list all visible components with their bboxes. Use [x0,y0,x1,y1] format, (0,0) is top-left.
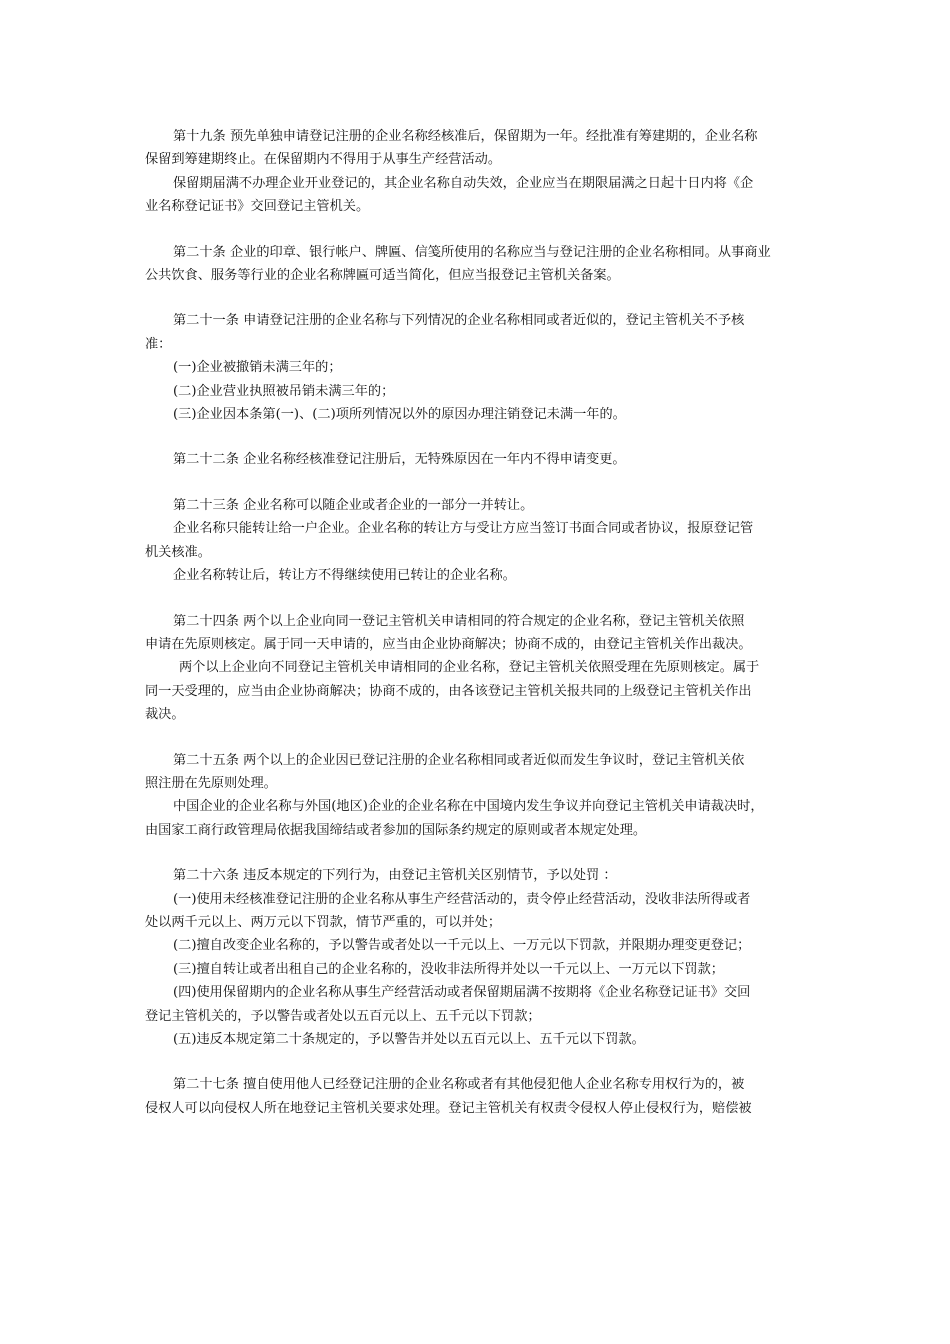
paragraph-line: 中国企业的企业名称与外国(地区)企业的企业名称在中国境内发生争议并向登记主管机关申请裁决时， [173,799,764,815]
article-section [145,494,815,588]
article-section [145,1073,815,1120]
paragraph-line: (三)擅自转让或者出租自己的企业名称的，没收非法所得并处以一千元以上、一万元以下罚款； [173,961,724,977]
article-section [145,448,815,471]
paragraph-line: 第二十三条 企业名称可以随企业或者企业的一部分一并转让。 [173,497,534,513]
paragraph-line: (二)擅自改变企业名称的，予以警告或者处以一千元以上、一万元以下罚款，并限期办理变更登记； [173,938,751,954]
paragraph-line: 侵权人可以向侵权人所在地登记主管机关要求处理。登记主管机关有权责令侵权人停止侵权行为，赔偿被 [145,1100,752,1116]
paragraph-line: (一)企业被撤销未满三年的； [173,360,342,376]
paragraph-line: 照注册在先原则处理。 [145,775,277,791]
paragraph-line: 第二十条 企业的印章、银行帐户、牌匾、信笺所使用的名称应当与登记注册的企业名称相同。从事商业 [173,244,771,260]
paragraph-line: 保留期届满不办理企业开业登记的，其企业名称自动失效，企业应当在期限届满之日起十日内将《企 [173,175,754,191]
paragraph-line: 申请在先原则核定。属于同一天申请的，应当由企业协商解决；协商不成的，由登记主管机关作出裁决。 [145,636,752,652]
paragraph-line: 准： [145,336,172,352]
paragraph-line: 第二十七条 擅自使用他人已经登记注册的企业名称或者有其他侵犯他人企业名称专用权行为的，被 [173,1077,745,1093]
paragraph-line: 登记主管机关的，予以警告或者处以五百元以上、五千元以下罚款； [145,1008,541,1024]
paragraph-line: 公共饮食、服务等行业的企业名称牌匾可适当简化，但应当报登记主管机关备案。 [145,268,620,284]
paragraph-line: 第二十六条 违反本规定的下列行为，由登记主管机关区别情节，予以处罚 ： [173,868,617,884]
article-section [145,125,815,219]
paragraph-line: 第二十五条 两个以上的企业因已登记注册的企业名称相同或者近似而发生争议时，登记主管机关依 [173,752,745,768]
paragraph-line: (二)企业营业执照被吊销未满三年的； [173,383,395,399]
document-body [145,125,815,1142]
paragraph-line: 同一天受理的，应当由企业协商解决；协商不成的，由各该登记主管机关报共同的上级登记主管机关作出 [145,683,752,699]
paragraph-line: (三)企业因本条第(一)、(二)项所列情况以外的原因办理注销登记未满一年的。 [173,407,626,423]
paragraph-line: 业名称登记证书》交回登记主管机关。 [145,199,370,215]
paragraph-line: 处以两千元以上、两万元以下罚款，情节严重的，可以并处； [145,914,502,930]
paragraph-line: 由国家工商行政管理局依据我国缔结或者参加的国际条约规定的原则或者本规定处理。 [145,822,647,838]
paragraph-line: 第二十四条 两个以上企业向同一登记主管机关申请相同的符合规定的企业名称，登记主管机关依照 [173,613,745,629]
paragraph-line: 企业名称只能转让给一户企业。企业名称的转让方与受让方应当签订书面合同或者协议，报原登记管 [173,521,754,537]
article-section [145,241,815,288]
paragraph-line: (五)违反本规定第二十条规定的，予以警告并处以五百元以上、五千元以下罚款。 [173,1032,645,1047]
article-section [145,864,815,1051]
article-section [145,309,815,426]
paragraph-line: 第二十二条 企业名称经核准登记注册后，无特殊原因在一年内不得申请变更。 [173,452,626,468]
paragraph-line: 机关核准。 [145,544,211,560]
paragraph-line: 保留到筹建期终止。在保留期内不得用于从事生产经营活动。 [145,152,502,168]
paragraph-line: 裁决。 [145,707,185,723]
paragraph-line: 第二十一条 申请登记注册的企业名称与下列情况的企业名称相同或者近似的，登记主管机关不予核 [173,313,745,329]
paragraph-line: (一)使用未经核准登记注册的企业名称从事生产经营活动的，责令停止经营活动，没收非法所得或者 [173,891,751,907]
article-section [145,749,815,843]
paragraph-line: 企业名称转让后，转让方不得继续使用已转让的企业名称。 [173,568,516,584]
article-section [145,610,815,727]
paragraph-line: 两个以上企业向不同登记主管机关申请相同的企业名称，登记主管机关依照受理在先原则核定。属于 [179,660,760,676]
paragraph-line: 第十九条 预先单独申请登记注册的企业名称经核准后，保留期为一年。经批准有筹建期的，企业名称 [173,129,758,144]
paragraph-line: (四)使用保留期内的企业名称从事生产经营活动或者保留期届满不按期将《企业名称登记证书》交回 [173,985,751,1001]
